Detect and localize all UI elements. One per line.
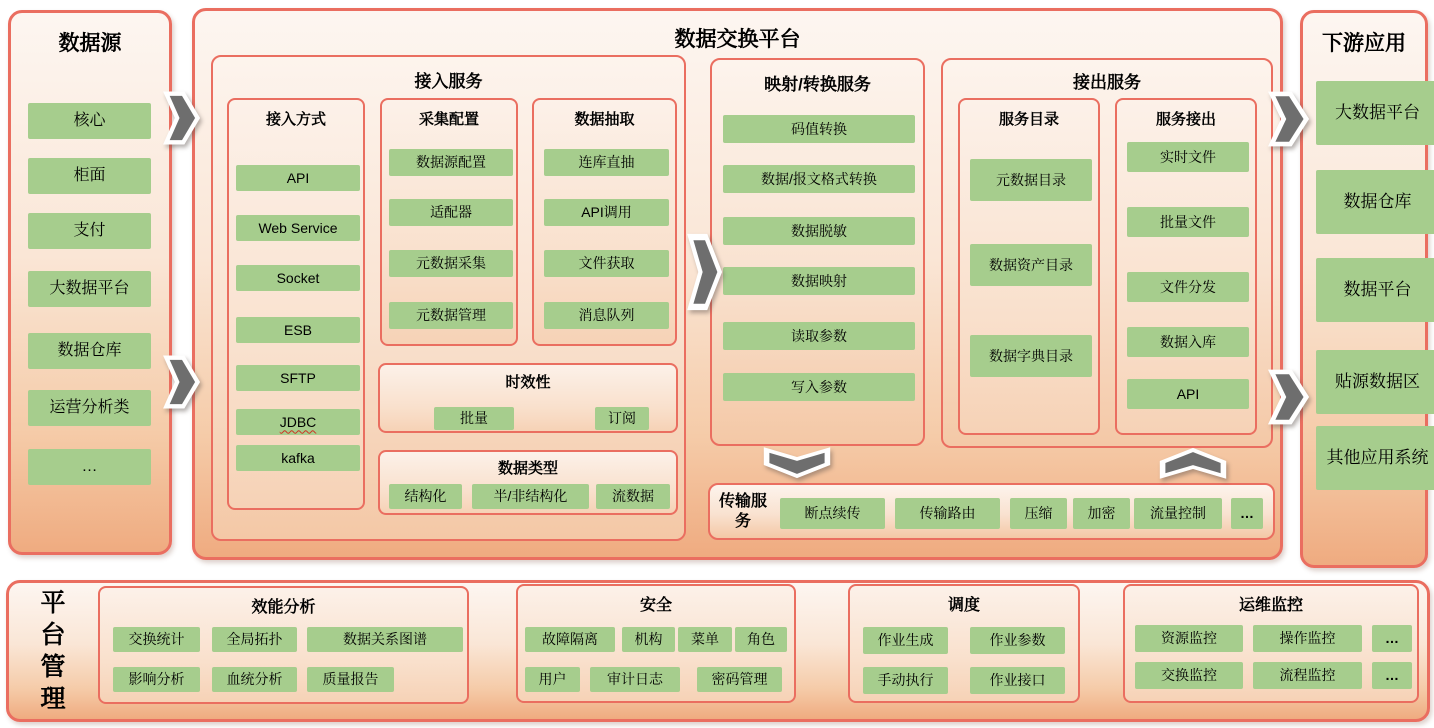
service-catalog-item: 数据字典目录 xyxy=(970,335,1092,377)
efficiency-item: 全局拓扑 xyxy=(212,627,297,652)
access-services-box xyxy=(211,55,686,541)
flow-arrow-right-icon xyxy=(1269,364,1309,430)
data-type-item: 结构化 xyxy=(389,484,462,509)
timeliness-box xyxy=(378,363,678,433)
efficiency-item: 血统分析 xyxy=(212,667,297,692)
scheduling-title: 调度 xyxy=(947,597,980,614)
access-method-item: Socket xyxy=(236,265,360,291)
scheduling-item: 手动执行 xyxy=(863,667,948,694)
monitoring-item: 交换监控 xyxy=(1135,662,1243,689)
mapping-item: 读取参数 xyxy=(723,322,915,350)
service-catalog-item: 元数据目录 xyxy=(970,159,1092,201)
exchange-platform-title: 数据交换平台 xyxy=(674,28,801,51)
mapping-item: 数据映射 xyxy=(723,267,915,295)
security-item: 菜单 xyxy=(678,627,732,652)
transfer-item: 流量控制 xyxy=(1134,498,1222,529)
service-delivery-item: 批量文件 xyxy=(1127,207,1249,237)
output-services-box xyxy=(941,58,1273,448)
management-title: 平台管理 xyxy=(37,589,65,717)
mapping-item: 数据/报文格式转换 xyxy=(723,165,915,193)
security-item: 故障隔离 xyxy=(525,627,615,652)
transfer-item: 断点续传 xyxy=(780,498,885,529)
transfer-item: 传输路由 xyxy=(895,498,1000,529)
datasource-item: 运营分析类 xyxy=(28,390,151,426)
datasource-item: … xyxy=(28,449,151,485)
security-title: 安全 xyxy=(639,597,672,614)
flow-arrow-right-icon xyxy=(164,86,200,150)
access-method-item: ESB xyxy=(236,317,360,343)
efficiency-item: 交换统计 xyxy=(113,627,200,652)
transfer-services-box xyxy=(708,483,1275,540)
collect-config-item: 元数据管理 xyxy=(389,302,513,329)
access-services-title: 接入服务 xyxy=(414,72,483,91)
service-delivery-box xyxy=(1115,98,1257,435)
collect-config-item: 数据源配置 xyxy=(389,149,513,176)
exchange-platform-panel xyxy=(192,8,1283,560)
transfer-services-title: 传输服务 xyxy=(718,493,767,530)
monitoring-item: 流程监控 xyxy=(1253,662,1362,689)
transfer-item: … xyxy=(1231,498,1263,529)
monitoring-item: … xyxy=(1372,625,1412,652)
collect-config-title: 采集配置 xyxy=(418,111,479,128)
downstream-item: 数据仓库 xyxy=(1316,170,1434,234)
datasource-item: 核心 xyxy=(28,103,151,139)
downstream-item: 其他应用系统 xyxy=(1316,426,1434,490)
efficiency-item: 数据关系图谱 xyxy=(307,627,463,652)
efficiency-box xyxy=(98,586,469,704)
datasource-panel xyxy=(8,10,172,555)
management-panel xyxy=(6,580,1430,722)
datasource-item: 柜面 xyxy=(28,158,151,194)
service-delivery-item: 文件分发 xyxy=(1127,272,1249,302)
data-type-item: 流数据 xyxy=(596,484,670,509)
data-extract-item: 文件获取 xyxy=(544,250,669,277)
flow-arrow-right-icon xyxy=(688,226,722,318)
flow-arrow-right-icon xyxy=(164,350,200,414)
access-method-item: JDBC xyxy=(236,409,360,435)
downstream-item: 数据平台 xyxy=(1316,258,1434,322)
downstream-item: 贴源数据区 xyxy=(1316,350,1434,414)
mapping-item: 写入参数 xyxy=(723,373,915,401)
scheduling-item: 作业参数 xyxy=(970,627,1065,654)
monitoring-title: 运维监控 xyxy=(1238,597,1303,614)
access-methods-box xyxy=(227,98,365,510)
downstream-panel xyxy=(1300,10,1428,568)
efficiency-item: 影响分析 xyxy=(113,667,200,692)
access-method-item: SFTP xyxy=(236,365,360,391)
monitoring-item: 资源监控 xyxy=(1135,625,1243,652)
mapping-services-title: 映射/转换服务 xyxy=(764,75,871,94)
data-extract-item: 消息队列 xyxy=(544,302,669,329)
security-item: 角色 xyxy=(735,627,787,652)
flow-arrow-down-icon xyxy=(757,448,837,478)
service-catalog-item: 数据资产目录 xyxy=(970,244,1092,286)
data-types-title: 数据类型 xyxy=(497,460,558,477)
access-method-item: API xyxy=(236,165,360,191)
data-extract-item: API调用 xyxy=(544,199,669,226)
transfer-item: 加密 xyxy=(1073,498,1130,529)
timeliness-title: 时效性 xyxy=(505,374,551,391)
data-extract-title: 数据抽取 xyxy=(574,111,635,128)
collect-config-item: 适配器 xyxy=(389,199,513,226)
service-catalog-box xyxy=(958,98,1100,435)
security-item: 审计日志 xyxy=(590,667,680,692)
datasource-item: 支付 xyxy=(28,213,151,249)
service-delivery-title: 服务接出 xyxy=(1155,111,1216,128)
monitoring-item: … xyxy=(1372,662,1412,689)
service-catalog-title: 服务目录 xyxy=(998,111,1059,128)
access-methods-title: 接入方式 xyxy=(265,111,326,128)
scheduling-item: 作业接口 xyxy=(970,667,1065,694)
data-type-item: 半/非结构化 xyxy=(472,484,589,509)
security-item: 用户 xyxy=(525,667,580,692)
access-method-item: Web Service xyxy=(236,215,360,241)
output-services-title: 接出服务 xyxy=(1073,73,1141,92)
monitoring-item: 操作监控 xyxy=(1253,625,1362,652)
security-box xyxy=(516,584,796,703)
monitoring-box xyxy=(1123,584,1419,703)
mapping-item: 数据脱敏 xyxy=(723,217,915,245)
data-types-box xyxy=(378,450,678,515)
flow-arrow-up-icon xyxy=(1153,448,1233,478)
access-method-item: kafka xyxy=(236,445,360,471)
data-extract-item: 连库直抽 xyxy=(544,149,669,176)
service-delivery-item: 数据入库 xyxy=(1127,327,1249,357)
efficiency-item: 质量报告 xyxy=(307,667,394,692)
flow-arrow-right-icon xyxy=(1269,86,1309,152)
scheduling-box xyxy=(848,584,1080,703)
timeliness-item: 订阅 xyxy=(595,407,649,430)
service-delivery-item: 实时文件 xyxy=(1127,142,1249,172)
collect-config-box xyxy=(380,98,518,346)
mapping-services-box xyxy=(710,58,925,446)
transfer-item: 压缩 xyxy=(1010,498,1067,529)
downstream-title: 下游应用 xyxy=(1322,32,1406,55)
efficiency-title: 效能分析 xyxy=(251,599,316,616)
collect-config-item: 元数据采集 xyxy=(389,250,513,277)
service-delivery-item: API xyxy=(1127,379,1249,409)
datasource-item: 数据仓库 xyxy=(28,333,151,369)
scheduling-item: 作业生成 xyxy=(863,627,948,654)
downstream-item: 大数据平台 xyxy=(1316,81,1434,145)
data-extract-box xyxy=(532,98,677,346)
datasource-title: 数据源 xyxy=(58,32,122,55)
security-item: 密码管理 xyxy=(697,667,782,692)
security-item: 机构 xyxy=(622,627,675,652)
mapping-item: 码值转换 xyxy=(723,115,915,143)
datasource-item: 大数据平台 xyxy=(28,271,151,307)
timeliness-item: 批量 xyxy=(434,407,514,430)
